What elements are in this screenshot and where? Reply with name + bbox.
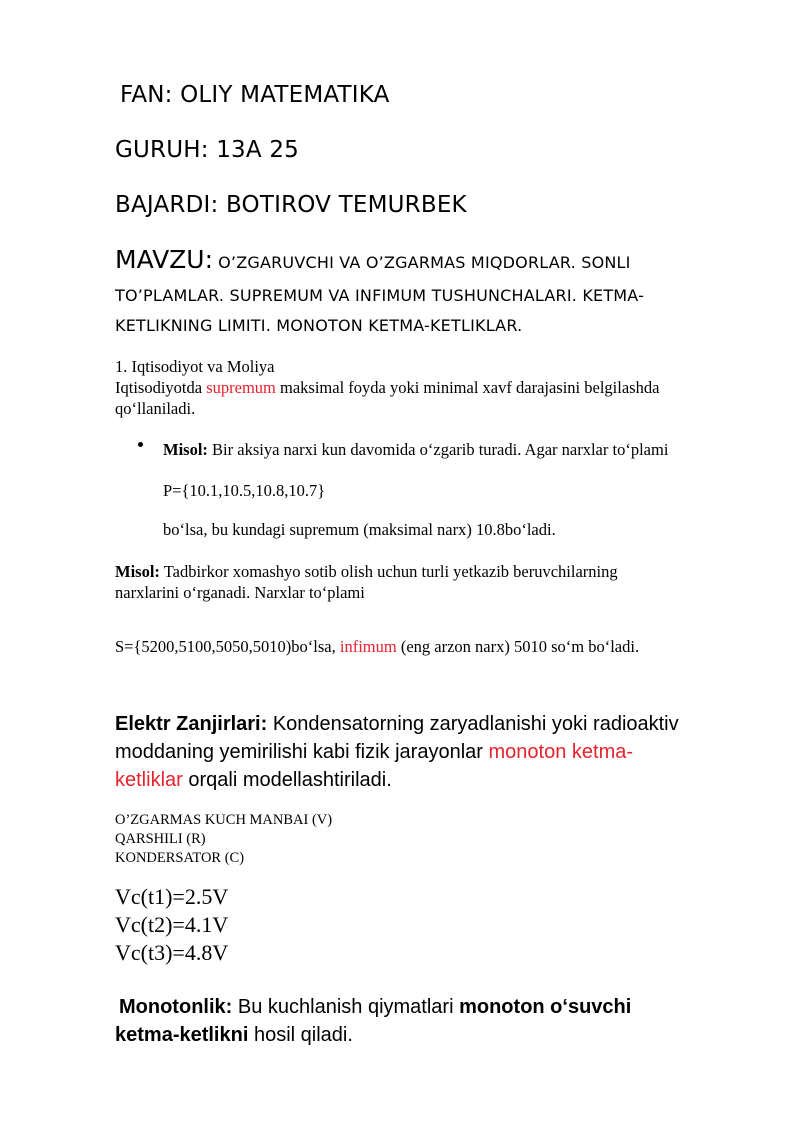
section1-paragraph-line1	[115, 378, 659, 398]
mavzu-line-2: TO’PLAMLAR. SUPREMUM VA INFIMUM TUSHUNCHALARI. KETMA-	[115, 286, 645, 305]
supremum-result: bo‘lsa, bu kundagi supremum (maksimal narx) 10.8bo‘ladi.	[163, 520, 556, 539]
set-s-line	[115, 637, 639, 657]
component-v: O’ZGARMAS KUCH MANBAI (V)	[115, 812, 333, 828]
monotonlik-line1	[119, 996, 631, 1019]
misol2-text: Tadbirkor xomashyo sotib olish uchun turli yetkazib beruvchilarning	[159, 562, 618, 581]
bullet-misol-text: Bir aksiya narxi kun davomida o‘zgarib turadi. Agar narxlar to‘plami	[207, 440, 669, 459]
mavzu-line-3: KETLIKNING LIMITI. MONOTON KETMA-KETLIKLAR.	[115, 316, 523, 335]
elektr-line3	[115, 769, 392, 792]
elektr-text3: orqali modellashtiriladi.	[182, 769, 392, 791]
monoton-term-part2: ketliklar	[115, 769, 183, 791]
voltage-t2: Vc(t2)=4.1V	[115, 912, 229, 937]
mavzu-label: MAVZU:	[115, 245, 214, 274]
misol2-line2: narxlarini o‘rganadi. Narxlar to‘plami	[115, 583, 365, 602]
component-r: QARSHILI (R)	[115, 831, 206, 847]
bullet-misol	[163, 440, 668, 460]
guruh-heading: GURUH: 13A 25	[115, 137, 300, 163]
ketma-ketlikni: ketma-ketlikni	[115, 1024, 249, 1046]
component-c: KONDERSATOR (C)	[115, 850, 245, 866]
set-s-text-b: (eng arzon narx) 5010 so‘m bo‘ladi.	[396, 637, 640, 656]
section1-paragraph-line2: qo‘llaniladi.	[115, 399, 196, 418]
monotonlik-label: Monotonlik:	[119, 996, 233, 1018]
elektr-text1: Kondensatorning zaryadlanishi yoki radioaktiv	[267, 713, 679, 735]
bullet-icon	[138, 442, 143, 447]
voltage-t3: Vc(t3)=4.8V	[115, 940, 229, 965]
bullet-misol-label: Misol:	[163, 440, 208, 459]
mavzu-line-1	[115, 245, 631, 274]
section1-heading: 1. Iqtisodiyot va Moliya	[115, 357, 275, 376]
elektr-title: Elektr Zanjirlari:	[115, 713, 268, 735]
elektr-line2	[115, 741, 633, 764]
elektr-line1	[115, 713, 679, 736]
fan-heading: FAN: OLIY MATEMATIKA	[120, 82, 390, 108]
mavzu-text-1: O’ZGARUVCHI VA O’ZGARMAS MIQDORLAR. SONLI	[218, 253, 631, 272]
p1-text-a: Iqtisodiyotda	[115, 378, 207, 397]
set-p: P={10.1,10.5,10.8,10.7}	[163, 481, 326, 500]
monoton-osuvchi: monoton o‘suvchi	[459, 996, 632, 1018]
misol2-line1	[115, 562, 618, 582]
elektr-text2: moddaning yemirilishi kabi fizik jarayonlar	[115, 741, 489, 763]
monotonlik-text-a: Bu kuchlanish qiymatlari	[232, 996, 460, 1018]
monotonlik-line2	[115, 1024, 353, 1047]
set-s-text-a: S={5200,5100,5050,5010)bo‘lsa,	[115, 637, 340, 656]
misol2-label: Misol:	[115, 562, 160, 581]
monotonlik-text-b: hosil qiladi.	[248, 1024, 353, 1046]
bajardi-heading: BAJARDI: BOTIROV TEMURBEK	[115, 192, 467, 218]
p1-text-b: maksimal foyda yoki minimal xavf darajasini belgilashda	[275, 378, 660, 397]
infimum-term: infimum	[339, 637, 397, 656]
supremum-term: supremum	[206, 378, 276, 397]
voltage-t1: Vc(t1)=2.5V	[115, 884, 229, 909]
monoton-term-part1: monoton ketma-	[488, 741, 634, 763]
